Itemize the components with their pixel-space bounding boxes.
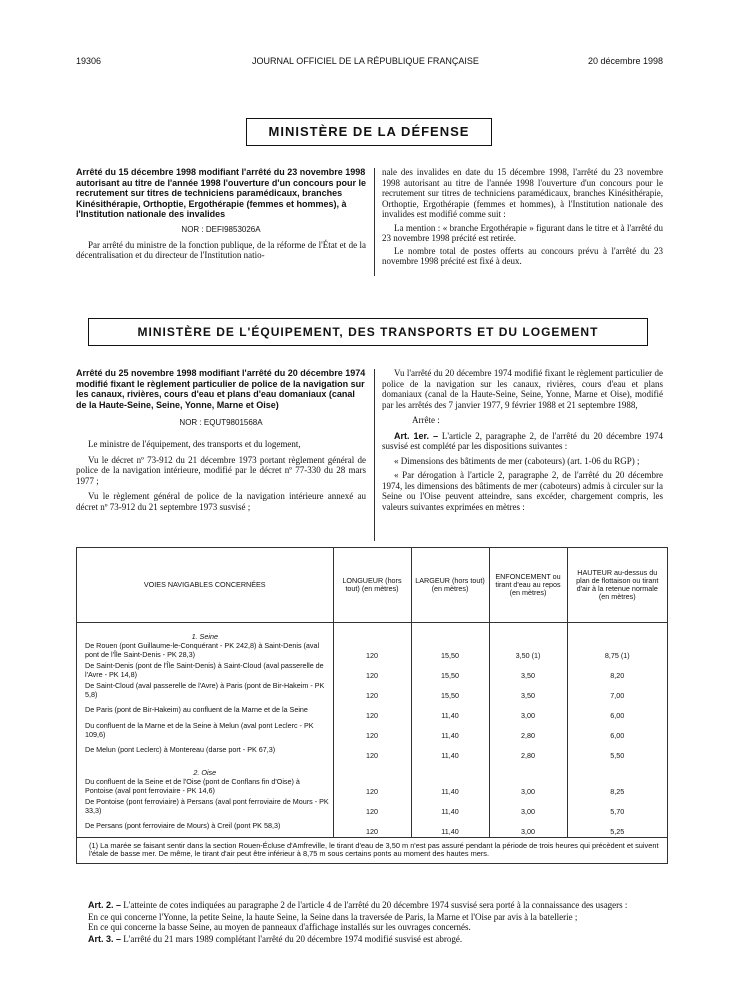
table-row	[77, 641, 667, 661]
ministry-defense-box: MINISTÈRE DE LA DÉFENSE	[246, 118, 492, 146]
waterway-section: Du confluent de la Seine et de l'Oise (pont de Conflans fin d'Oise) à Pontoise (aval pont ferroviaire - PK 14,6)	[85, 776, 300, 795]
waterway-section: De Paris (pont de Bir-Hakeim) au confluent de la Marne et de la Seine	[85, 705, 308, 715]
article-label: Art. 2. –	[88, 900, 122, 910]
draught-cell: 3,00	[489, 817, 567, 837]
table-row	[77, 721, 667, 741]
column-divider	[374, 369, 375, 541]
width-cell: 11,40	[411, 777, 489, 797]
bottom-articles	[76, 900, 666, 944]
width-cell: 15,50	[411, 661, 489, 681]
air-draught-cell: 5,50	[567, 741, 667, 761]
nor-reference: NOR : EQUT9801568A	[179, 418, 263, 428]
paragraph: Le ministre de l'équipement, des transports et du logement,	[88, 439, 301, 450]
paragraph: « Par dérogation à l'article 2, paragraphe 2, de l'arrêté du 20 décembre 1974, les dimensions des bâtiments de mer (caboteurs) admis à circuler sur la Seine ou l'Oise peuvent atteindre, sans excéder, chargement compris, les valeurs suivantes exprimées en mètres :	[382, 470, 663, 512]
length-cell: 120	[333, 641, 411, 661]
section2-left-column	[76, 368, 366, 512]
draught-cell: 2,80	[489, 741, 567, 761]
air-draught-cell: 6,00	[567, 701, 667, 721]
waterway-section: De Pontoise (pont ferroviaire) à Persans (aval pont ferroviaire de Mours - PK 33,3)	[85, 796, 329, 815]
draught-cell: 3,50 (1)	[489, 641, 567, 661]
width-cell: 11,40	[411, 817, 489, 837]
table-row	[77, 681, 667, 701]
width-cell: 11,40	[411, 797, 489, 817]
table-row	[77, 817, 667, 837]
article-text: L'arrêté du 21 mars 1989 complétant l'arrêté du 20 décembre 1974 modifié susvisé est abrogé.	[123, 933, 463, 944]
length-cell: 120	[333, 741, 411, 761]
waterway-section: De Saint-Denis (pont de l'Île Saint-Denis) à Saint-Cloud (aval passerelle de l'Avre - PK 14,8)	[85, 660, 324, 679]
air-draught-cell: 8,75 (1)	[567, 641, 667, 661]
draught-cell: 3,00	[489, 797, 567, 817]
length-cell: 120	[333, 701, 411, 721]
length-cell: 120	[333, 817, 411, 837]
air-draught-cell: 5,25	[567, 817, 667, 837]
page-number: 19306	[76, 56, 102, 66]
column-header: ENFONCEMENT ou tirant d'eau au repos (en mètres)	[489, 548, 567, 623]
column-header: LARGEUR (hors tout) (en mètres)	[411, 548, 489, 623]
length-cell: 120	[333, 661, 411, 681]
table-row	[77, 777, 667, 797]
arrete-heading: Arrête :	[412, 415, 440, 425]
paragraph: Par arrêté du ministre de la fonction publique, de la réforme de l'État et de la décentralisation et du directeur de l'Institution natio-	[76, 239, 366, 261]
paragraph: « Dimensions des bâtiments de mer (caboteurs) (art. 1-06 du RGP) ;	[394, 455, 640, 466]
article-label: Art. 3. –	[88, 933, 122, 944]
air-draught-cell: 8,25	[567, 777, 667, 797]
column-header: VOIES NAVIGABLES CONCERNÉES	[77, 548, 333, 623]
decree-title-equipement: Arrêté du 25 novembre 1998 modifiant l'arrêté du 20 décembre 1974 modifié fixant le règlement particulier de police de la navigation sur les canaux, rivières, cours d'eau et plans d'eau domaniaux (canal de la Haute-Seine, Seine, Yonne, Marne et Oise)	[76, 368, 366, 410]
waterway-section: De Rouen (pont Guillaume-le-Conquérant - PK 242,8) à Saint-Denis (aval pont de l'Île Saint-Denis - PK 28,3)	[85, 640, 320, 659]
navigable-waterways-table	[76, 547, 668, 864]
table-row	[77, 797, 667, 817]
length-cell: 120	[333, 797, 411, 817]
header-date: 20 décembre 1998	[587, 56, 663, 66]
length-cell: 120	[333, 681, 411, 701]
column-header: LONGUEUR (hors tout) (en mètres)	[333, 548, 411, 623]
table-row	[77, 701, 667, 721]
table-section-label: 2. Oise	[193, 767, 217, 777]
air-draught-cell: 7,00	[567, 681, 667, 701]
table-section-label: 1. Seine	[191, 631, 218, 641]
paragraph: nale des invalides en date du 15 décembre 1998, l'arrêté du 23 novembre 1998 autorisant au titre de l'année 1998 l'ouverture d'un concours pour le recrutement sur titres de techniciens paramédicaux, branches Kinésithérapie, Orthoptie, Ergothérapie (femmes et hommes), à l'Institution nationale des invalides est modifié comme suit :	[382, 167, 663, 219]
column-header: HAUTEUR au-dessus du plan de flottaison ou tirant d'air à la retenue normale (en mètres)	[567, 548, 667, 623]
waterway-section: Du confluent de la Marne et de la Seine à Melun (aval pont Leclerc - PK 109,6)	[85, 720, 314, 739]
paragraph: En ce qui concerne la basse Seine, au moyen de panneaux d'affichage installés sur les ouvrages concernés.	[88, 922, 471, 932]
decree-title-defense: Arrêté du 15 décembre 1998 modifiant l'arrêté du 23 novembre 1998 autorisant au titre de l'année 1998 l'ouverture d'un concours pour le recrutement sur titres de techniciens paramédicaux, branches Kinésithérapie, Orthoptie, Ergothérapie (femmes et hommes), à l'Institution nationale des invalides	[76, 167, 366, 220]
section1-left-column	[76, 167, 366, 261]
width-cell: 15,50	[411, 681, 489, 701]
article-text: L'atteinte de cotes indiquées au paragraphe 2 de l'article 4 de l'arrêté du 20 décembre 1974 susvisé sera porté à la connaissance des usagers :	[123, 900, 628, 910]
waterway-section: De Melun (pont Leclerc) à Montereau (darse port - PK 67,3)	[85, 745, 276, 755]
article-text: L'article 2, paragraphe 2, de l'arrêté du 20 décembre 1974 susvisé est complété par les dispositions suivantes :	[382, 430, 663, 451]
nor-reference: NOR : DEFI9853026A	[181, 224, 261, 234]
section2-right-column	[382, 368, 663, 512]
width-cell: 11,40	[411, 721, 489, 741]
section1-right-column	[382, 167, 663, 267]
length-cell: 120	[333, 777, 411, 797]
paragraph: Le nombre total de postes offerts au concours prévu à l'arrêté du 23 novembre 1998 précité est fixé à deux.	[382, 245, 663, 266]
paragraph: La mention : « branche Ergothérapie » figurant dans le titre et à l'arrêté du 23 novembre 1998 précité est retirée.	[382, 222, 663, 243]
paragraph: Vu le règlement général de police de la navigation intérieure annexé au décret nº 73-912 du 21 septembre 1973 susvisé ;	[76, 491, 366, 512]
draught-cell: 3,00	[489, 777, 567, 797]
length-cell: 120	[333, 721, 411, 741]
table-row	[77, 661, 667, 681]
paragraph: Vu l'arrêté du 20 décembre 1974 modifié fixant le règlement particulier de police de la navigation sur les canaux, rivières, cours d'eau et plans domaniaux (canal de la Haute-Seine, Seine, Yonne, Marne et Oise), modifié par les arrêtés des 7 janvier 1977, 9 février 1988 et 21 septembre 1988,	[382, 368, 663, 410]
draught-cell: 3,50	[489, 681, 567, 701]
article-label: Art. 1er. –	[394, 430, 439, 441]
paragraph: En ce qui concerne l'Yonne, la petite Seine, la haute Seine, la Seine dans la traversée de Paris, la Marne et l'Oise par avis à la batellerie ;	[88, 911, 578, 922]
table-row	[77, 741, 667, 761]
waterway-section: De Saint-Cloud (aval passerelle de l'Avre) à Paris (pont de Bir-Hakeim - PK 5,8)	[85, 680, 325, 699]
table-footnote: (1) La marée se faisant sentir dans la section Rouen-Écluse d'Amfreville, le tirant d'eau de 3,50 m n'est pas assuré pendant la période de trois heures qui précèdent et suivent l'étale de basse mer. De même, le tirant d'air peut être inférieur à 8,75 m sous certains ponts au moment des hautes mers.	[77, 837, 667, 863]
air-draught-cell: 5,70	[567, 797, 667, 817]
width-cell: 15,50	[411, 641, 489, 661]
journal-title: JOURNAL OFFICIEL DE LA RÉPUBLIQUE FRANÇAISE	[252, 56, 479, 66]
ministry-equipement-box: MINISTÈRE DE L'ÉQUIPEMENT, DES TRANSPORTS ET DU LOGEMENT	[88, 318, 648, 346]
draught-cell: 3,50	[489, 661, 567, 681]
air-draught-cell: 6,00	[567, 721, 667, 741]
paragraph: Vu le décret nº 73-912 du 21 décembre 1973 portant règlement général de police de la navigation intérieure, modifié par le décret nº 77-330 du 28 mars 1977 ;	[76, 454, 366, 486]
width-cell: 11,40	[411, 701, 489, 721]
draught-cell: 3,00	[489, 701, 567, 721]
width-cell: 11,40	[411, 741, 489, 761]
air-draught-cell: 8,20	[567, 661, 667, 681]
waterway-section: De Persans (pont ferroviaire de Mours) à Creil (pont PK 58,3)	[85, 821, 281, 831]
column-divider	[374, 168, 375, 276]
draught-cell: 2,80	[489, 721, 567, 741]
